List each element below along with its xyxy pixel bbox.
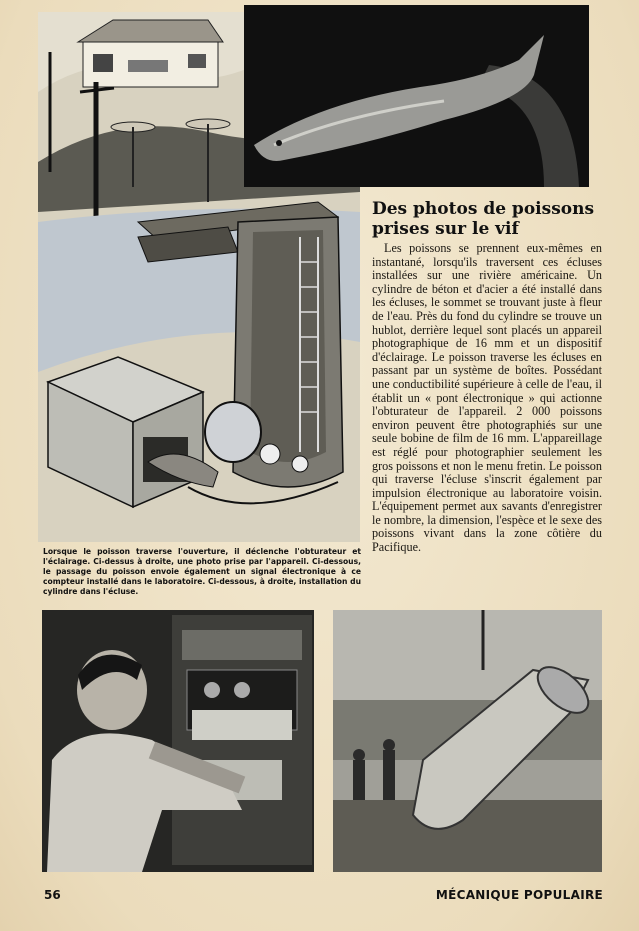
page-number: 56 xyxy=(44,888,61,902)
figure-caption: Lorsque le poisson traverse l'ouverture, il déclenche l'obturateur et l'éclairage. Ci-dessus à droite, une photo prise par l'appareil. Ci-dessous, le passage du poisson envoie également un signal électronique à ce compteur installé dans le laboratoire. Ci-dessous, à droite, installation du cylindre dans l'écluse. xyxy=(43,547,361,596)
fish-photo xyxy=(244,5,589,187)
article-title: Des photos de poissons prises sur le vif xyxy=(372,199,595,239)
cylinder-installation-photo xyxy=(333,610,602,872)
article-body: Les poissons se prennent eux-mêmes en instantané, lorsqu'ils traversent ces écluses installées sur une rivière américaine. Un cylindre de béton et d'acier a été installé dans les écluses, le sommet se trouvant juste à fleur de l'eau. Près du fond du cylindre se trouve un hublot, derrière lequel sont placés un appareil photographique de 16 mm et un dispositif d'éclairage. Le poisson traverse les écluses en passant par un système de boîtes. Possédant une conductibilité supérieure à celle de l'eau, il établit un « pont électronique » qui actionne l'obturateur de l'appareil. 2 000 poissons environ peuvent être photographiés sur une seule bobine de film de 16 mm. L'appareillage est réglé pour photographier seulement les gros poissons et non le menu fretin. Le poisson qui traverse l'écluse s'inscrit également par impulsion électronique au laboratoire voisin. L'équipement permet aux savants d'enregistrer le nombre, la dimension, l'espèce et le sexe des poissons vivant dans la zone côtière du Pacifique. xyxy=(372,241,602,555)
magazine-name: MÉCANIQUE POPULAIRE xyxy=(435,888,603,902)
laboratory-photo xyxy=(42,610,314,872)
